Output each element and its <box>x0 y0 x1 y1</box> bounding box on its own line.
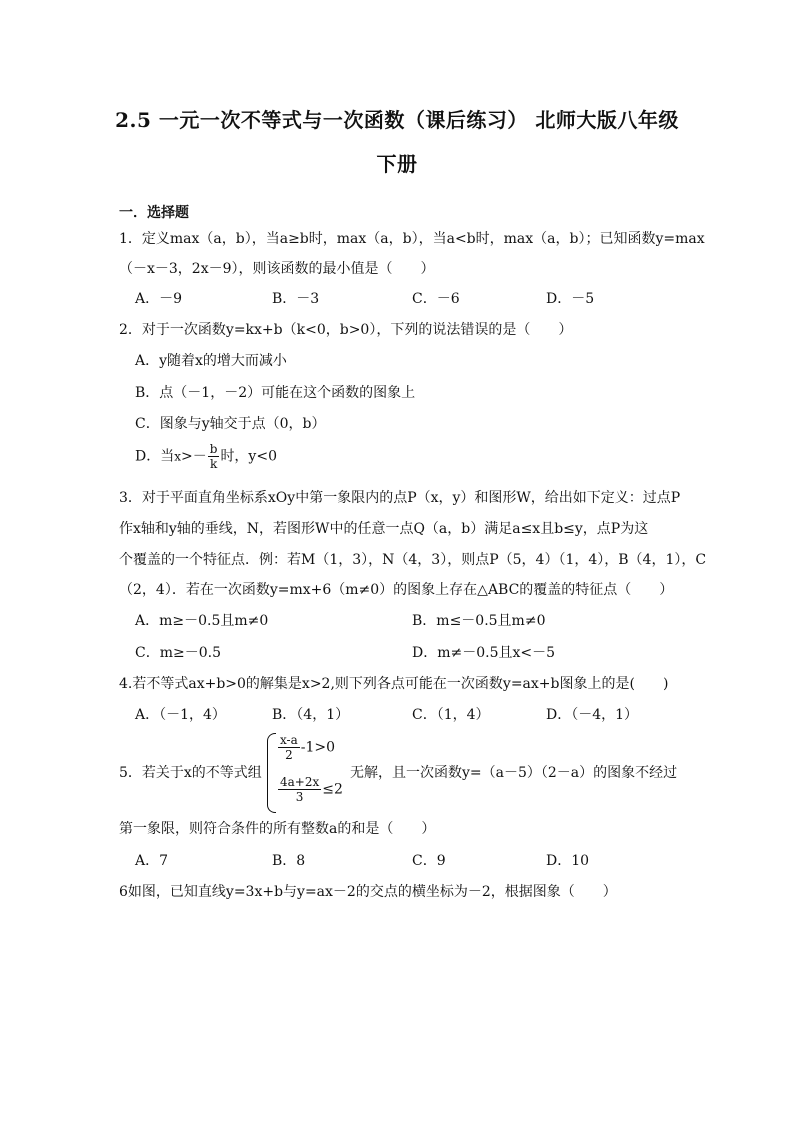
q3-stem-line4: （2，4）．若在一次函数y=mx+6（m≠0）的图象上存在△ABC的覆盖的特征点（ ） <box>119 582 674 598</box>
q5-e1-numerator: x-a <box>280 733 298 747</box>
q5-e2-rest: ≤2 <box>322 781 343 798</box>
q2-stem: 2．对于一次函数y=kx+b（k<0，b>0），下列的说法错误的是（ ） <box>119 322 573 338</box>
q2-option-b: B．点（－1，－2）可能在这个函数的图象上 <box>135 385 416 401</box>
q3-option-c: C．m≥－0.5 <box>135 645 221 661</box>
q5-e2-denominator: 3 <box>295 790 304 804</box>
doc-title-line2: 下册 <box>376 152 418 176</box>
q5-stem-prefix: 5．若关于x的不等式组 <box>119 765 262 781</box>
q1-stem-line1: 1．定义max（a，b），当a≥b时，max（a，b），当a<b时，max（a，b）；已知函数y=max <box>119 231 705 247</box>
q3-stem-line1: 3．对于平面直角坐标系xOy中第一象限内的点P（x，y）和图形W，给出如下定义：过点P <box>119 490 681 506</box>
q2-d-prefix: D．当 <box>135 448 175 465</box>
q2-d-gt: >－ <box>181 448 207 465</box>
q5-e1-denominator: 2 <box>285 748 293 762</box>
q3-option-d: D．m≠－0.5且x<－5 <box>412 645 556 661</box>
q5-option-b: B．8 <box>272 853 306 869</box>
q5-e1-rest: -1>0 <box>300 739 336 756</box>
q5-e2-fraction <box>278 775 321 804</box>
q1-option-c: C．－6 <box>412 291 460 307</box>
q3-option-a: A．m≥－0.5且m≠0 <box>135 613 269 629</box>
q4-option-d: D．（－4，1） <box>546 707 639 723</box>
q4-option-c: C．（1，4） <box>412 707 490 723</box>
q4-stem: 4.若不等式ax+b>0的解集是x>2,则下列各点可能在一次函数y=ax+b图象上的是( ) <box>119 676 669 692</box>
q2-d-numerator: b <box>209 442 218 456</box>
q4-option-a: A．（－1，4） <box>135 707 226 723</box>
doc-title-line1: 2.5 一元一次不等式与一次函数（课后练习） 北师大版八年级 <box>115 108 679 132</box>
q1-option-d: D．－5 <box>546 291 595 307</box>
section-heading: 一．选择题 <box>119 205 189 221</box>
q5-inequality-1 <box>277 733 335 762</box>
q5-inequality-2 <box>277 775 343 804</box>
q3-option-b: B．m≤－0.5且m≠0 <box>412 613 546 629</box>
q5-e2-numerator: 4a+2x <box>280 775 320 789</box>
q5-option-d: D．10 <box>546 853 590 869</box>
q5-e1-fraction <box>278 733 300 762</box>
q5-option-a: A．7 <box>135 853 169 869</box>
q3-stem-line3: 个覆盖的一个特征点．例：若M（1，3），N（4，3），则点P（5，4）（1，4），B（4，1），C <box>119 552 707 568</box>
q2-option-a: A．y随着x的增大而减小 <box>135 353 287 369</box>
q2-option-d <box>135 442 277 471</box>
q2-d-x: x <box>174 449 182 464</box>
q2-option-c: C．图象与y轴交于点（0，b） <box>135 416 326 432</box>
q5-stem-line2: 第一象限，则符合条件的所有整数a的和是（ ） <box>119 821 436 837</box>
q3-stem-line2: 作x轴和y轴的垂线，N，若图形W中的任意一点Q（a，b）满足a≤x且b≤y，点P为这 <box>119 521 649 537</box>
q5-option-c: C．9 <box>412 853 446 869</box>
q2-d-suffix: 时，y<0 <box>220 448 277 465</box>
q5-system-brace <box>267 733 276 813</box>
q6-stem: 6如图，已知直线y=3x+b与y=ax－2的交点的横坐标为－2，根据图象（ ） <box>119 884 617 900</box>
q1-stem-line2: （－x－3，2x－9），则该函数的最小值是（ ） <box>119 261 435 277</box>
q5-stem-suffix: 无解，且一次函数y=（a－5）（2－a）的图象不经过 <box>350 765 678 781</box>
q4-option-b: B．（4，1） <box>272 707 350 723</box>
q1-option-b: B．－3 <box>272 291 320 307</box>
q1-option-a: A．－9 <box>135 291 183 307</box>
q2-d-fraction <box>208 442 220 471</box>
q2-d-denominator: k <box>209 457 218 471</box>
